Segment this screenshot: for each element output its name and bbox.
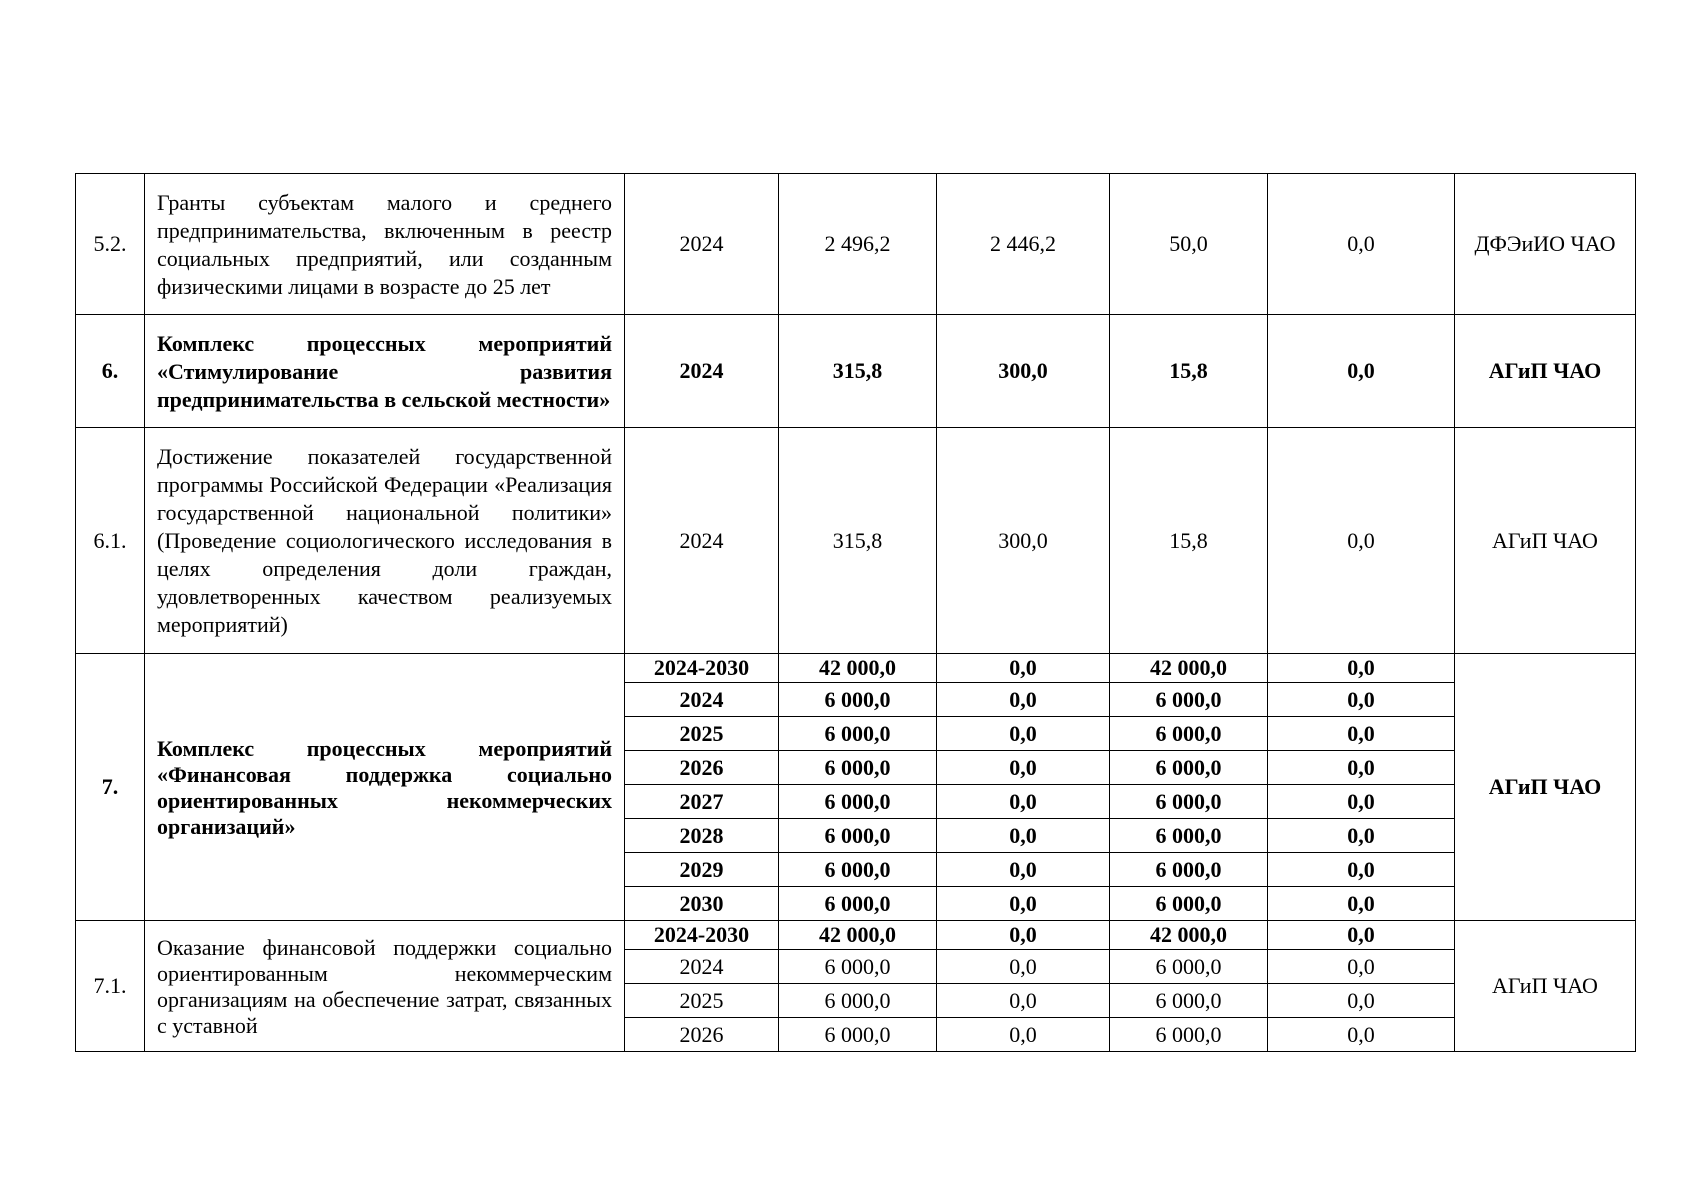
cell-regional: 6 000,0 — [1110, 950, 1268, 984]
cell-year: 2028 — [625, 819, 779, 853]
cell-total: 6 000,0 — [779, 683, 937, 717]
cell-other: 0,0 — [1268, 853, 1455, 887]
cell-total: 6 000,0 — [779, 785, 937, 819]
cell-regional: 6 000,0 — [1110, 1018, 1268, 1052]
cell-federal: 0,0 — [937, 1018, 1110, 1052]
row-description: Комплекс процессных мероприятий «Финансовая поддержка социально ориентированных некоммерческих организаций» — [145, 654, 625, 921]
cell-federal: 2 446,2 — [937, 174, 1110, 315]
cell-federal: 0,0 — [937, 683, 1110, 717]
table-row — [76, 428, 1636, 654]
cell-regional: 15,8 — [1110, 315, 1268, 428]
cell-year: 2024-2030 — [625, 921, 779, 950]
row-number: 6.1. — [76, 428, 145, 654]
cell-total: 6 000,0 — [779, 717, 937, 751]
cell-regional: 50,0 — [1110, 174, 1268, 315]
row-number: 7. — [76, 654, 145, 921]
cell-federal: 0,0 — [937, 921, 1110, 950]
row-description: Гранты субъектам малого и среднего предпринимательства, включенным в реестр социальных предприятий, или созданным физическими лицами в возрасте до 25 лет — [145, 174, 625, 315]
cell-other: 0,0 — [1268, 921, 1455, 950]
cell-federal: 300,0 — [937, 428, 1110, 654]
cell-federal: 0,0 — [937, 717, 1110, 751]
cell-regional: 6 000,0 — [1110, 984, 1268, 1018]
cell-year: 2025 — [625, 717, 779, 751]
cell-total: 6 000,0 — [779, 751, 937, 785]
row-description: Комплекс процессных мероприятий «Стимулирование развития предпринимательства в сельской местности» — [145, 315, 625, 428]
table-row — [76, 921, 1636, 950]
cell-other: 0,0 — [1268, 428, 1455, 654]
cell-total: 6 000,0 — [779, 819, 937, 853]
cell-regional: 42 000,0 — [1110, 654, 1268, 683]
cell-federal: 0,0 — [937, 819, 1110, 853]
cell-year: 2024-2030 — [625, 654, 779, 683]
cell-total: 42 000,0 — [779, 921, 937, 950]
cell-total: 315,8 — [779, 315, 937, 428]
cell-total: 6 000,0 — [779, 887, 937, 921]
cell-other: 0,0 — [1268, 1018, 1455, 1052]
cell-federal: 0,0 — [937, 853, 1110, 887]
cell-other: 0,0 — [1268, 751, 1455, 785]
cell-other: 0,0 — [1268, 683, 1455, 717]
cell-total: 6 000,0 — [779, 950, 937, 984]
cell-regional: 42 000,0 — [1110, 921, 1268, 950]
cell-regional: 15,8 — [1110, 428, 1268, 654]
cell-year: 2026 — [625, 1018, 779, 1052]
row-executor: АГиП ЧАО — [1455, 921, 1636, 1052]
cell-federal: 0,0 — [937, 751, 1110, 785]
cell-other: 0,0 — [1268, 785, 1455, 819]
row-description: Оказание финансовой поддержки социально ориентированным некоммерческим организациям на обеспечение затрат, связанных с уставной — [145, 921, 625, 1052]
cell-other: 0,0 — [1268, 174, 1455, 315]
row-number: 5.2. — [76, 174, 145, 315]
cell-regional: 6 000,0 — [1110, 887, 1268, 921]
cell-federal: 0,0 — [937, 785, 1110, 819]
table-row — [76, 174, 1636, 315]
cell-year: 2029 — [625, 853, 779, 887]
table-row — [76, 315, 1636, 428]
cell-year: 2025 — [625, 984, 779, 1018]
cell-year: 2024 — [625, 174, 779, 315]
table-row — [76, 654, 1636, 683]
cell-other: 0,0 — [1268, 984, 1455, 1018]
cell-year: 2026 — [625, 751, 779, 785]
cell-total: 42 000,0 — [779, 654, 937, 683]
cell-other: 0,0 — [1268, 717, 1455, 751]
cell-year: 2024 — [625, 315, 779, 428]
cell-federal: 0,0 — [937, 887, 1110, 921]
cell-other: 0,0 — [1268, 887, 1455, 921]
row-executor: ДФЭиИО ЧАО — [1455, 174, 1636, 315]
row-description: Достижение показателей государственной программы Российской Федерации «Реализация государственной национальной политики» (Проведение социологического исследования в целях определения доли граждан, удовлетворенных качеством реализуемых мероприятий) — [145, 428, 625, 654]
cell-total: 6 000,0 — [779, 984, 937, 1018]
cell-total: 6 000,0 — [779, 1018, 937, 1052]
cell-total: 2 496,2 — [779, 174, 937, 315]
cell-year: 2024 — [625, 428, 779, 654]
cell-regional: 6 000,0 — [1110, 751, 1268, 785]
cell-total: 315,8 — [779, 428, 937, 654]
cell-total: 6 000,0 — [779, 853, 937, 887]
cell-year: 2024 — [625, 683, 779, 717]
row-executor: АГиП ЧАО — [1455, 315, 1636, 428]
cell-regional: 6 000,0 — [1110, 717, 1268, 751]
cell-federal: 0,0 — [937, 654, 1110, 683]
cell-other: 0,0 — [1268, 819, 1455, 853]
row-number: 6. — [76, 315, 145, 428]
cell-regional: 6 000,0 — [1110, 683, 1268, 717]
cell-federal: 300,0 — [937, 315, 1110, 428]
cell-regional: 6 000,0 — [1110, 785, 1268, 819]
cell-year: 2030 — [625, 887, 779, 921]
cell-federal: 0,0 — [937, 984, 1110, 1018]
cell-other: 0,0 — [1268, 315, 1455, 428]
row-executor: АГиП ЧАО — [1455, 654, 1636, 921]
cell-other: 0,0 — [1268, 950, 1455, 984]
cell-federal: 0,0 — [937, 950, 1110, 984]
cell-year: 2024 — [625, 950, 779, 984]
cell-regional: 6 000,0 — [1110, 819, 1268, 853]
cell-year: 2027 — [625, 785, 779, 819]
financing-table — [75, 173, 1636, 1052]
row-executor: АГиП ЧАО — [1455, 428, 1636, 654]
cell-regional: 6 000,0 — [1110, 853, 1268, 887]
row-number: 7.1. — [76, 921, 145, 1052]
cell-other: 0,0 — [1268, 654, 1455, 683]
